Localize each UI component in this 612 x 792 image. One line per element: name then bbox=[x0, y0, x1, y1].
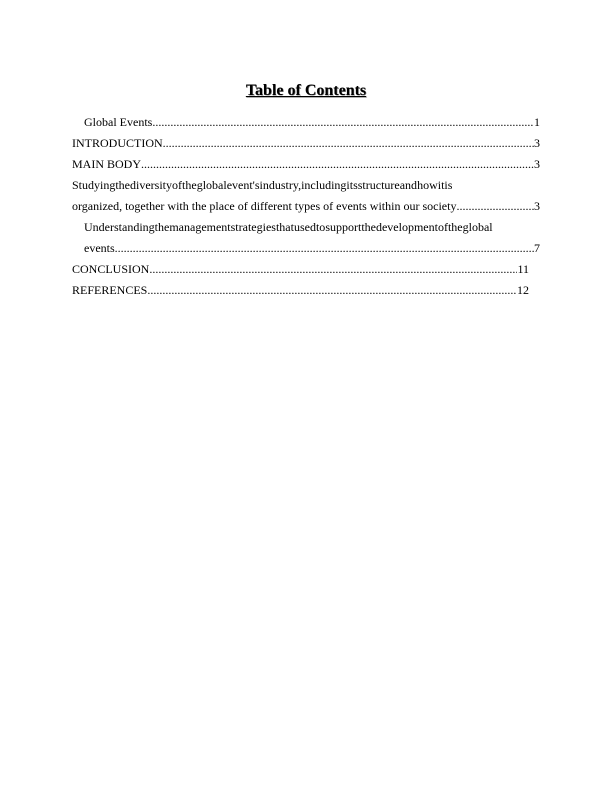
toc-entry-global-events[interactable] bbox=[72, 112, 540, 133]
toc-entry-label: MAIN BODY bbox=[72, 157, 141, 171]
toc-entry-studying-diversity[interactable] bbox=[72, 175, 540, 217]
toc-entry-introduction[interactable] bbox=[72, 133, 540, 154]
dot-leader bbox=[147, 280, 517, 301]
toc-entry-label: CONCLUSION bbox=[72, 262, 150, 276]
toc-entry-page: 3 bbox=[534, 136, 540, 150]
dot-leader bbox=[141, 154, 534, 175]
toc-entry-label: REFERENCES bbox=[72, 283, 148, 297]
toc-entry-label: organized, together with the place of different types of events within our society bbox=[72, 199, 457, 213]
dot-leader bbox=[163, 133, 534, 154]
toc-entry-line1: Studyingthediversityoftheglobalevent'sindustry,includingitsstructureandhowitis bbox=[72, 178, 453, 192]
dot-leader bbox=[456, 196, 534, 217]
toc-entry-label: INTRODUCTION bbox=[72, 136, 163, 150]
toc-entry-references[interactable] bbox=[72, 280, 540, 301]
toc-entry-line1: Understandingthemanagementstrategiesthatusedtosupportthedevelopmentoftheglobal bbox=[84, 220, 493, 234]
dot-leader bbox=[115, 238, 534, 259]
toc-entry-page: 12 bbox=[517, 283, 529, 297]
dot-leader bbox=[149, 259, 517, 280]
toc-title: Table of Contents bbox=[245, 82, 367, 99]
toc-entry-main-body[interactable] bbox=[72, 154, 540, 175]
dot-leader bbox=[152, 112, 534, 133]
toc-entry-page: 3 bbox=[534, 157, 540, 171]
toc-entry-label: Global Events bbox=[84, 115, 153, 129]
toc-entry-management-strategies[interactable] bbox=[72, 217, 540, 259]
table-of-contents bbox=[72, 112, 540, 301]
toc-entry-label: events bbox=[84, 241, 115, 255]
toc-entry-page: 1 bbox=[534, 115, 540, 129]
toc-entry-page: 3 bbox=[534, 199, 540, 213]
toc-entry-page: 7 bbox=[534, 241, 540, 255]
toc-entry-conclusion[interactable] bbox=[72, 259, 540, 280]
toc-entry-page: 11 bbox=[517, 262, 529, 276]
